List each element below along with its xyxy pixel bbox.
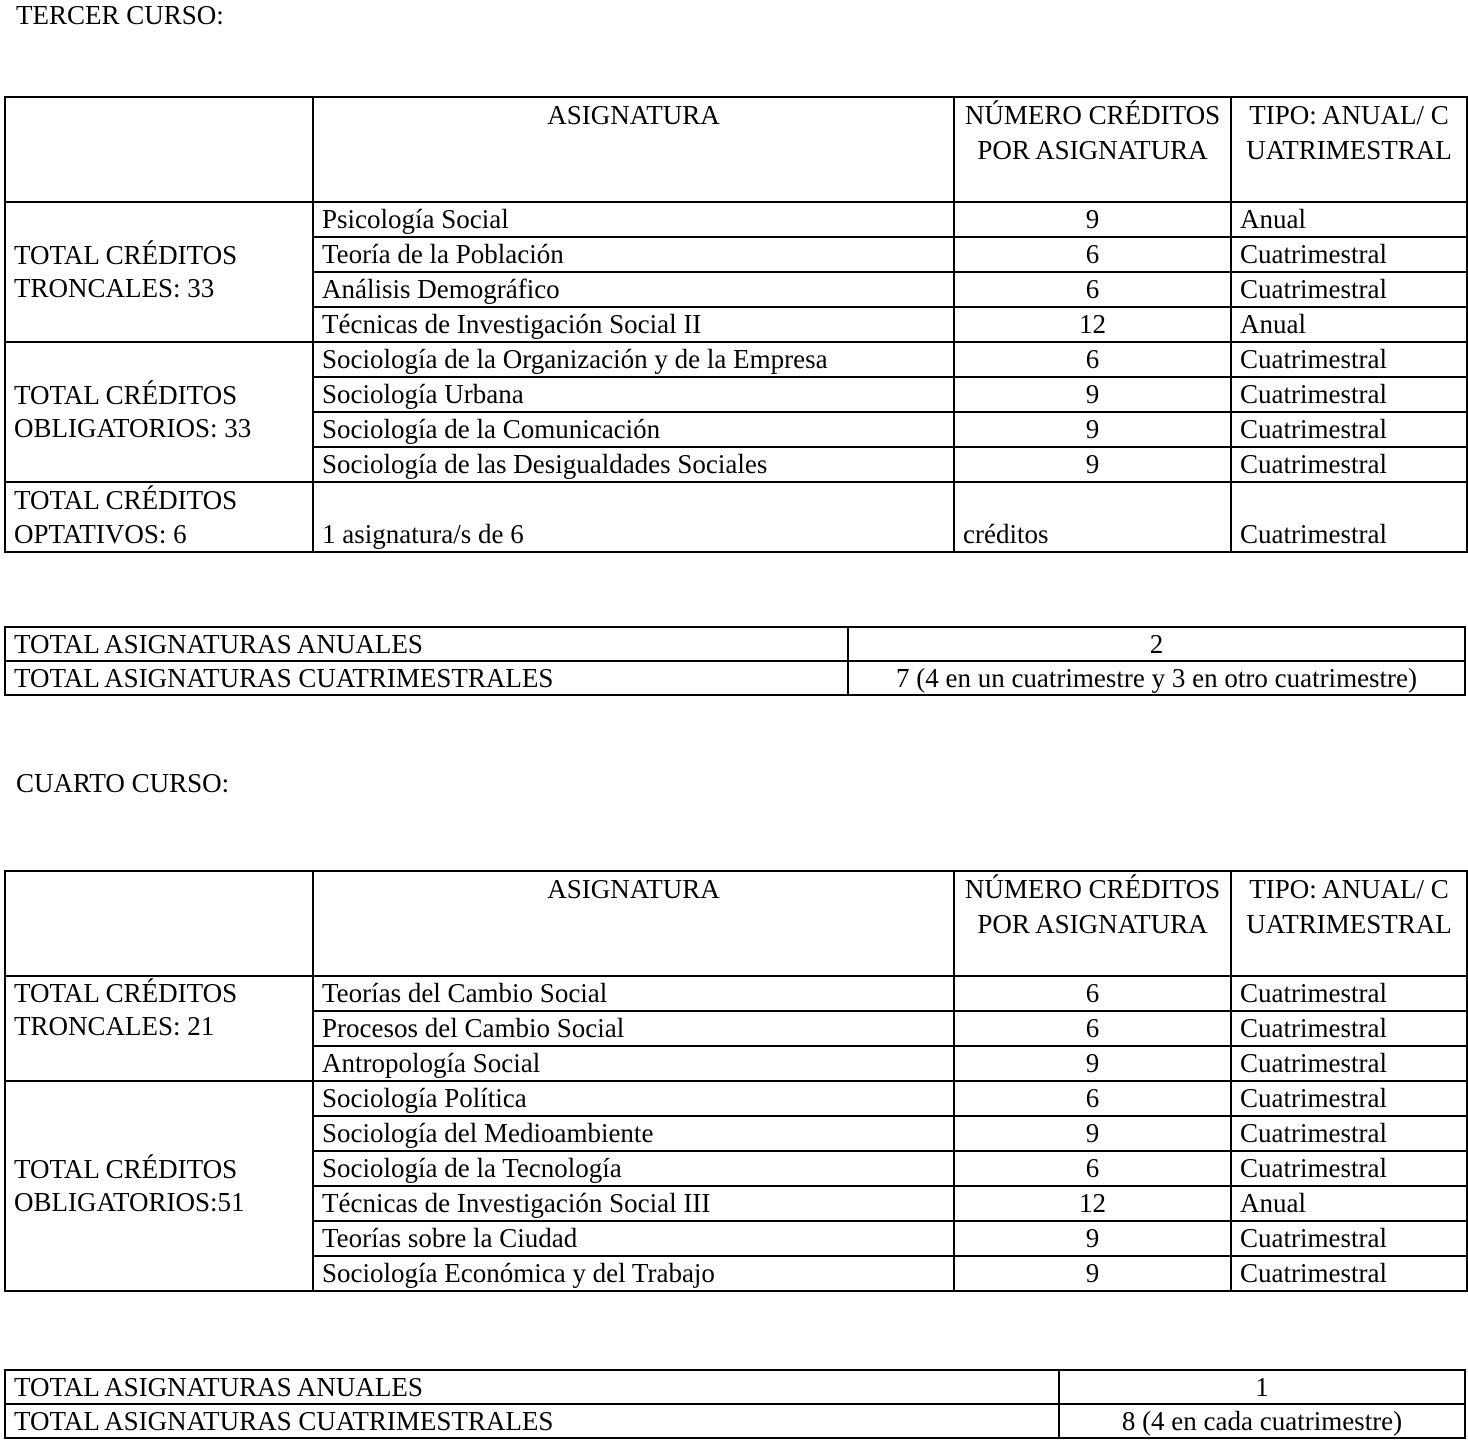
optativos-creditos: créditos <box>954 482 1231 552</box>
header-tipo: TIPO: ANUAL/ CUATRIMESTRAL <box>1231 97 1467 202</box>
asignatura-cell: Teorías del Cambio Social <box>313 976 954 1011</box>
creditos-cell: 9 <box>954 412 1231 447</box>
creditos-cell: 12 <box>954 1186 1231 1221</box>
asignatura-cell: Teoría de la Población <box>313 237 954 272</box>
header-tipo: TIPO: ANUAL/ CUATRIMESTRAL <box>1231 871 1467 976</box>
tipo-cell: Cuatrimestral <box>1231 447 1467 482</box>
summary-cuatrimestrales-value: 8 (4 en cada cuatrimestre) <box>1059 1404 1465 1438</box>
cuarto-curso-summary <box>4 1369 1466 1439</box>
creditos-cell: 12 <box>954 307 1231 342</box>
summary-row <box>5 627 1465 661</box>
asignatura-cell: Sociología Urbana <box>313 377 954 412</box>
asignatura-cell: Sociología de la Comunicación <box>313 412 954 447</box>
creditos-cell: 6 <box>954 1151 1231 1186</box>
summary-cuatrimestrales-label: TOTAL ASIGNATURAS CUATRIMESTRALES <box>5 661 848 695</box>
summary-anuales-value: 2 <box>848 627 1465 661</box>
tipo-cell: Cuatrimestral <box>1231 1116 1467 1151</box>
table-row <box>5 342 1467 377</box>
creditos-cell: 6 <box>954 237 1231 272</box>
optativos-asignaturas: 1 asignatura/s de 6 <box>313 482 954 552</box>
asignatura-cell: Sociología del Medioambiente <box>313 1116 954 1151</box>
creditos-cell: 9 <box>954 1221 1231 1256</box>
optativos-row <box>5 482 1467 552</box>
tipo-cell: Anual <box>1231 307 1467 342</box>
asignatura-cell: Sociología de la Organización y de la Empresa <box>313 342 954 377</box>
asignatura-cell: Sociología de las Desigualdades Sociales <box>313 447 954 482</box>
summary-anuales-label: TOTAL ASIGNATURAS ANUALES <box>5 1370 1059 1404</box>
creditos-cell: 9 <box>954 1256 1231 1291</box>
tipo-cell: Cuatrimestral <box>1231 342 1467 377</box>
tipo-cell: Cuatrimestral <box>1231 377 1467 412</box>
tipo-cell: Cuatrimestral <box>1231 1011 1467 1046</box>
group-troncales: TOTAL CRÉDITOS TRONCALES: 21 <box>5 976 313 1081</box>
summary-cuatrimestrales-label: TOTAL ASIGNATURAS CUATRIMESTRALES <box>5 1404 1059 1438</box>
tipo-cell: Cuatrimestral <box>1231 237 1467 272</box>
creditos-cell: 9 <box>954 1116 1231 1151</box>
group-obligatorios: TOTAL CRÉDITOS OBLIGATORIOS: 33 <box>5 342 313 482</box>
creditos-cell: 9 <box>954 1046 1231 1081</box>
table-header-row <box>5 97 1467 202</box>
header-asignatura: ASIGNATURA <box>313 871 954 976</box>
asignatura-cell: Técnicas de Investigación Social III <box>313 1186 954 1221</box>
cuarto-curso-table <box>4 870 1468 1292</box>
asignatura-cell: Técnicas de Investigación Social II <box>313 307 954 342</box>
tercer-curso-heading: TERCER CURSO: <box>16 0 224 30</box>
cuarto-curso-heading: CUARTO CURSO: <box>16 768 230 798</box>
summary-cuatrimestrales-value: 7 (4 en un cuatrimestre y 3 en otro cuatrimestre) <box>848 661 1465 695</box>
asignatura-cell: Sociología de la Tecnología <box>313 1151 954 1186</box>
tipo-cell: Anual <box>1231 1186 1467 1221</box>
asignatura-cell: Sociología Política <box>313 1081 954 1116</box>
group-obligatorios: TOTAL CRÉDITOS OBLIGATORIOS:51 <box>5 1081 313 1291</box>
asignatura-cell: Antropología Social <box>313 1046 954 1081</box>
tipo-cell: Cuatrimestral <box>1231 1081 1467 1116</box>
tercer-curso-table <box>4 96 1468 553</box>
header-asignatura: ASIGNATURA <box>313 97 954 202</box>
group-optativos: TOTAL CRÉDITOS OPTATIVOS: 6 <box>5 482 313 552</box>
asignatura-cell: Teorías sobre la Ciudad <box>313 1221 954 1256</box>
header-creditos: NÚMERO CRÉDITOS POR ASIGNATURA <box>954 871 1231 976</box>
table-header-row <box>5 871 1467 976</box>
tipo-cell: Cuatrimestral <box>1231 1151 1467 1186</box>
table-row <box>5 1081 1467 1116</box>
tipo-cell: Cuatrimestral <box>1231 412 1467 447</box>
creditos-cell: 9 <box>954 377 1231 412</box>
summary-row <box>5 1370 1465 1404</box>
tipo-cell: Cuatrimestral <box>1231 1221 1467 1256</box>
creditos-cell: 6 <box>954 1081 1231 1116</box>
creditos-cell: 6 <box>954 272 1231 307</box>
creditos-cell: 9 <box>954 202 1231 237</box>
summary-anuales-label: TOTAL ASIGNATURAS ANUALES <box>5 627 848 661</box>
asignatura-cell: Psicología Social <box>313 202 954 237</box>
group-troncales: TOTAL CRÉDITOS TRONCALES: 33 <box>5 202 313 342</box>
header-empty-cell <box>5 97 313 202</box>
optativos-tipo: Cuatrimestral <box>1231 482 1467 552</box>
asignatura-cell: Sociología Económica y del Trabajo <box>313 1256 954 1291</box>
header-empty-cell <box>5 871 313 976</box>
creditos-cell: 6 <box>954 342 1231 377</box>
table-row <box>5 202 1467 237</box>
asignatura-cell: Procesos del Cambio Social <box>313 1011 954 1046</box>
table-row <box>5 976 1467 1011</box>
creditos-cell: 6 <box>954 1011 1231 1046</box>
summary-row <box>5 1404 1465 1438</box>
asignatura-cell: Análisis Demográfico <box>313 272 954 307</box>
header-creditos: NÚMERO CRÉDITOS POR ASIGNATURA <box>954 97 1231 202</box>
summary-anuales-value: 1 <box>1059 1370 1465 1404</box>
tipo-cell: Cuatrimestral <box>1231 1256 1467 1291</box>
tipo-cell: Cuatrimestral <box>1231 1046 1467 1081</box>
tipo-cell: Cuatrimestral <box>1231 976 1467 1011</box>
tipo-cell: Anual <box>1231 202 1467 237</box>
creditos-cell: 6 <box>954 976 1231 1011</box>
creditos-cell: 9 <box>954 447 1231 482</box>
tipo-cell: Cuatrimestral <box>1231 272 1467 307</box>
tercer-curso-summary <box>4 626 1466 696</box>
summary-row <box>5 661 1465 695</box>
